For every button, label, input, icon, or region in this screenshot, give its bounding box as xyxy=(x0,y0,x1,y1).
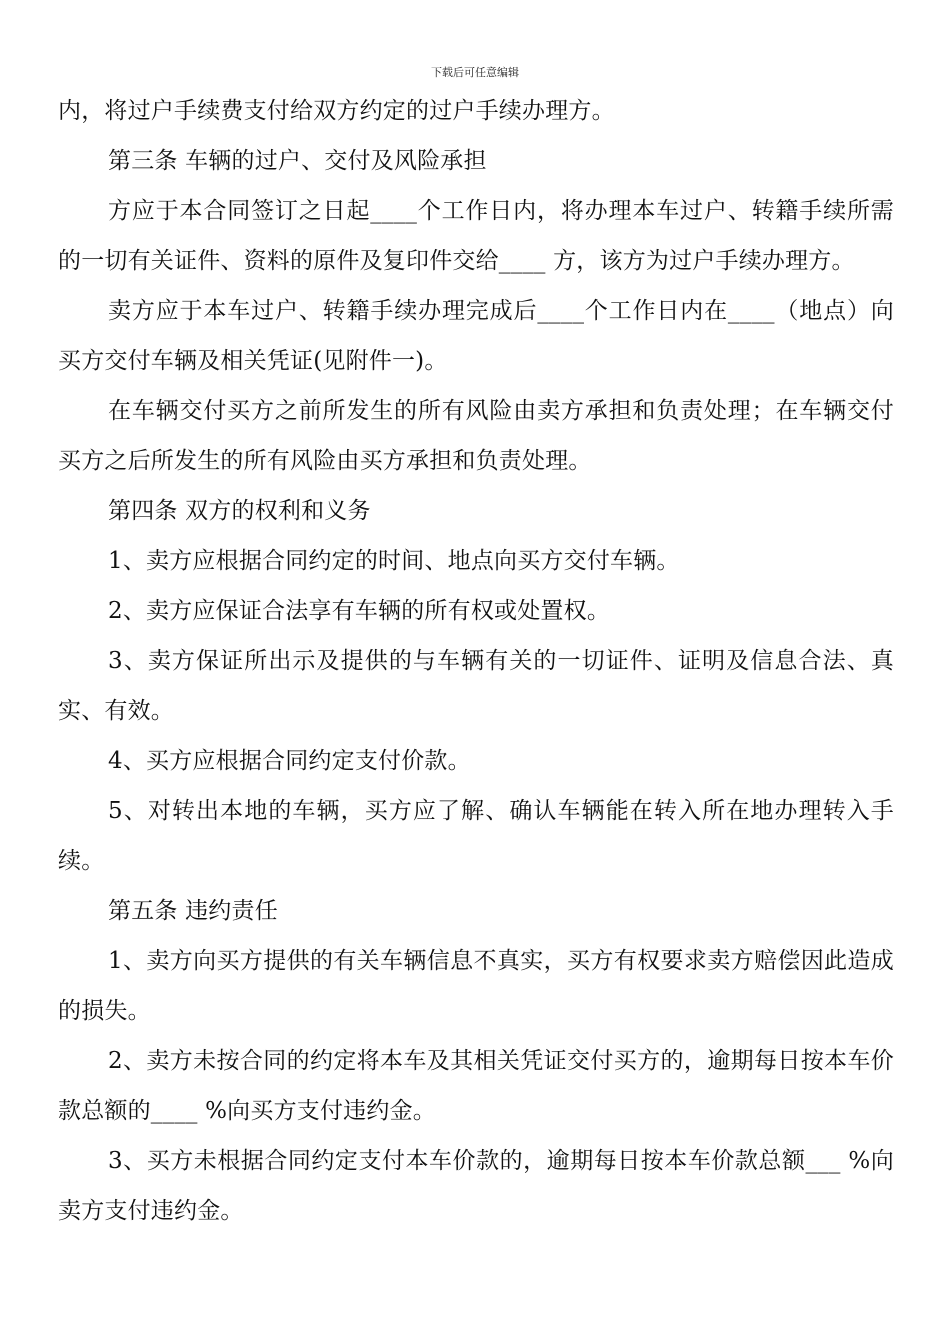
paragraph-documents-handover: 方应于本合同签订之日起____个工作日内，将办理本车过户、转籍手续所需的一切有关证件、资料的原件及复印件交给____ 方，该方为过户手续办理方。 xyxy=(58,198,894,274)
paragraph-transfer-fee: 内，将过户手续费支付给双方约定的过户手续办理方。 xyxy=(58,98,615,124)
paragraph-vehicle-delivery: 卖方应于本车过户、转籍手续办理完成后____个工作日内在____（地点）向买方交付车辆及相关凭证(见附件一)。 xyxy=(58,298,894,374)
list-item-obligation-3: 3、卖方保证所出示及提供的与车辆有关的一切证件、证明及信息合法、真实、有效。 xyxy=(58,648,894,724)
list-item-obligation-2: 2、卖方应保证合法享有车辆的所有权或处置权。 xyxy=(108,598,611,624)
page-header: 下载后可任意编辑 xyxy=(431,66,519,79)
article-4-heading: 第四条 双方的权利和义务 xyxy=(108,498,371,524)
list-item-obligation-1: 1、卖方应根据合同约定的时间、地点向买方交付车辆。 xyxy=(108,548,680,574)
list-item-liability-1: 1、卖方向买方提供的有关车辆信息不真实，买方有权要求卖方赔偿因此造成的损失。 xyxy=(58,948,894,1024)
list-item-obligation-5: 5、对转出本地的车辆，买方应了解、确认车辆能在转入所在地办理转入手续。 xyxy=(58,798,894,874)
list-item-obligation-4: 4、买方应根据合同约定支付价款。 xyxy=(108,748,471,774)
article-5-heading: 第五条 违约责任 xyxy=(108,898,278,924)
list-item-liability-3: 3、买方未根据合同约定支付本车价款的，逾期每日按本车价款总额___ %向卖方支付违约金。 xyxy=(58,1148,894,1224)
paragraph-risk-bearing: 在车辆交付买方之前所发生的所有风险由卖方承担和负责处理；在车辆交付买方之后所发生的所有风险由买方承担和负责处理。 xyxy=(58,398,894,474)
list-item-liability-2: 2、卖方未按合同的约定将本车及其相关凭证交付买方的，逾期每日按本车价款总额的____ %向买方支付违约金。 xyxy=(58,1048,894,1124)
article-3-heading: 第三条 车辆的过户、交付及风险承担 xyxy=(108,148,487,174)
document-body xyxy=(58,86,894,1236)
